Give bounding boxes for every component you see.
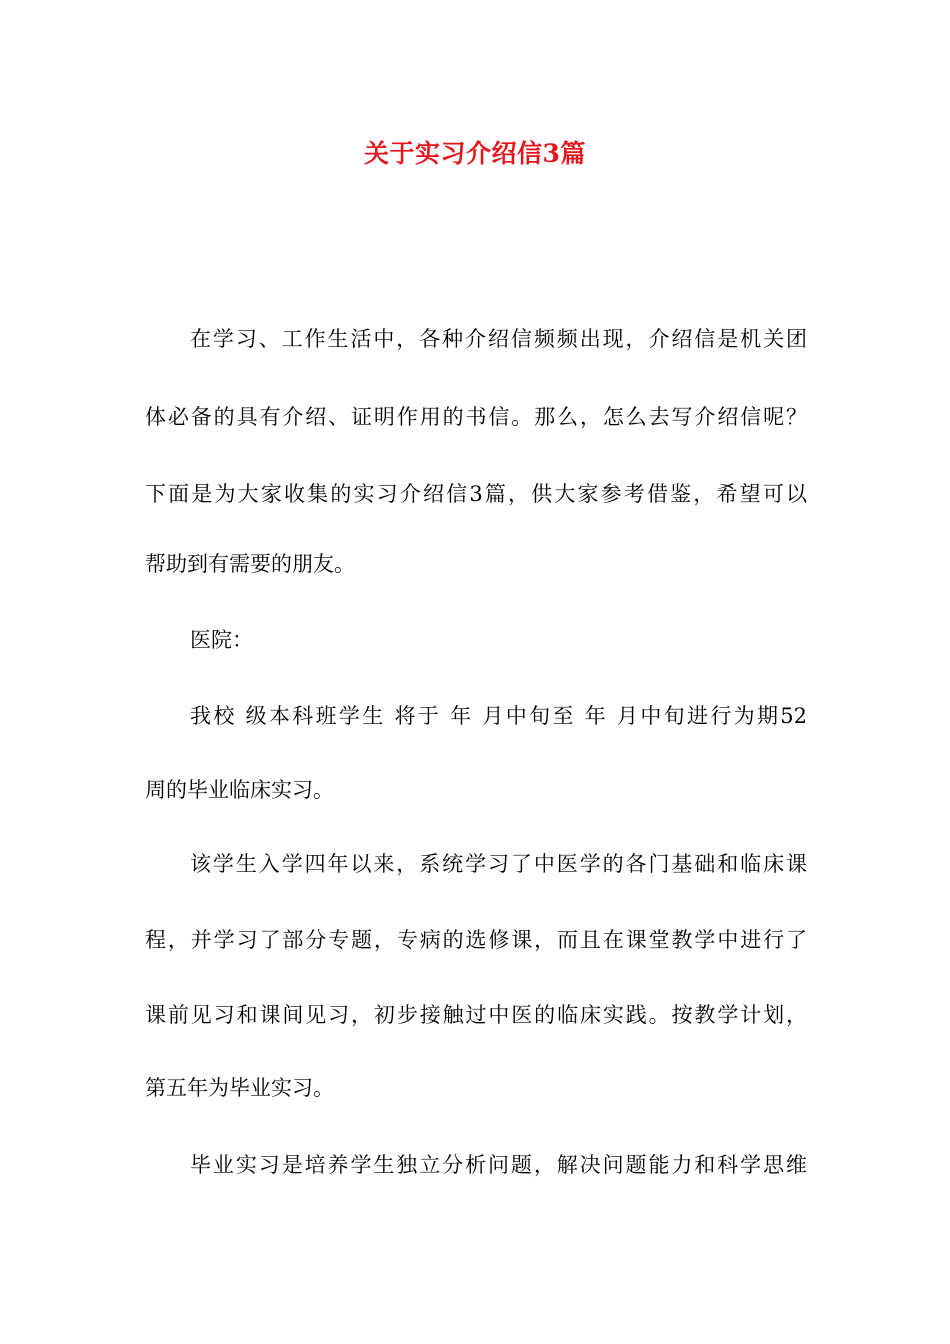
body-line: 体必备的具有介绍、证明作用的书信。那么，怎么去写介绍信呢？: [145, 405, 807, 429]
body-line: 在学习、工作生活中，各种介绍信频频出现，介绍信是机关团: [190, 327, 807, 351]
body-line: 毕业实习是培养学生独立分析问题，解决问题能力和科学思维: [190, 1153, 807, 1177]
body-line: 下面是为大家收集的实习介绍信3篇，供大家参考借鉴，希望可以: [145, 482, 807, 506]
body-line: 第五年为毕业实习。: [145, 1076, 334, 1100]
body-line: 该学生入学四年以来，系统学习了中医学的各门基础和临床课: [190, 852, 807, 876]
body-line: 帮助到有需要的朋友。: [145, 552, 355, 576]
body-line: 我校 级本科班学生 将于 年 月中旬至 年 月中旬进行为期52: [190, 704, 807, 728]
body-line: 医院：: [190, 628, 253, 652]
body-line: 课前见习和课间见习，初步接触过中医的临床实践。按教学计划，: [145, 1003, 807, 1027]
body-line: 程，并学习了部分专题，专病的选修课，而且在课堂教学中进行了: [145, 928, 807, 952]
body-line: 周的毕业临床实习。: [145, 778, 334, 802]
document-title: 关于实习介绍信3篇: [364, 139, 586, 168]
